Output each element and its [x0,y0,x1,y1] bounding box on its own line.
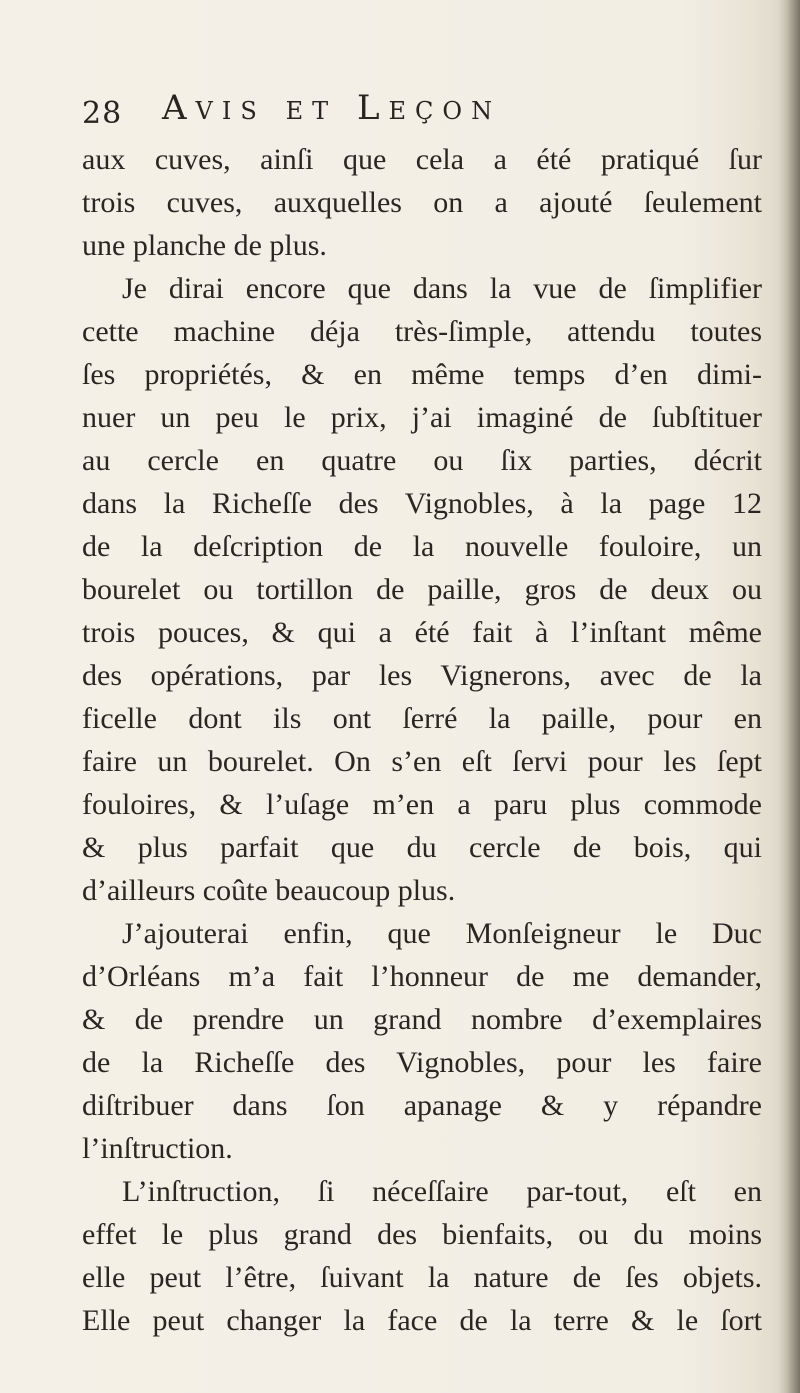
text-line: au cercle en quatre ou ſix parties, décrit [82,444,762,477]
text-line: l’inſtruction. [82,1132,233,1165]
text-line: L’inſtruction, ſi néceſſaire par-tout, eſt en [122,1175,762,1208]
text-line: aux cuves, ainſi que cela a été pratiqué ſur [82,143,762,176]
text-line: d’ailleurs coûte beaucoup plus. [82,874,456,907]
text-line: nuer un peu le prix, j’ai imaginé de ſubſtituer [82,401,762,434]
text-line: cette machine déja très-ſimple, attendu toutes [82,315,762,348]
text-line: fouloires, & l’uſage m’en a paru plus commode [82,788,762,821]
text-line: trois pouces, & qui a été fait à l’inſtant même [82,616,762,649]
text-line: effet le plus grand des bienfaits, ou du moins [82,1218,762,1251]
text-line: diſtribuer dans ſon apanage & y répandre [82,1089,762,1122]
text-line: de la Richeſſe des Vignobles, pour les faire [82,1046,762,1079]
text-line: faire un bourelet. On s’en eſt ſervi pour les ſept [82,745,762,778]
text-line: trois cuves, auxquelles on a ajouté ſeulement [82,186,762,219]
text-line: des opérations, par les Vignerons, avec de la [82,659,762,692]
body-text [82,138,762,1342]
text-line: Je dirai encore que dans la vue de ſimplifier [122,272,762,305]
text-line: dans la Richeſſe des Vignobles, à la page 12 [82,487,762,520]
text-line: de la deſcription de la nouvelle fouloire, un [82,530,762,563]
page-number: 28 [82,96,123,131]
text-line: ficelle dont ils ont ſerré la paille, pour en [82,702,762,735]
text-line: & plus parfait que du cercle de bois, qui [82,831,762,864]
text-line: J’ajouterai enfin, que Monſeigneur le Duc [122,917,762,950]
page-header [82,88,702,138]
text-line: elle peut l’être, ſuivant la nature de ſes objets. [82,1261,762,1294]
text-line: une planche de plus. [82,229,327,262]
page-gutter-shadow [778,0,800,1393]
running-title: Avis et Leçon [162,88,502,128]
text-line: & de prendre un grand nombre d’exemplaires [82,1003,762,1036]
text-line: bourelet ou tortillon de paille, gros de deux ou [82,573,762,606]
text-line: Elle peut changer la face de la terre & le ſort [82,1304,762,1337]
text-line: d’Orléans m’a fait l’honneur de me demander, [82,960,762,993]
text-line: ſes propriétés, & en même temps d’en dimi- [82,358,762,391]
